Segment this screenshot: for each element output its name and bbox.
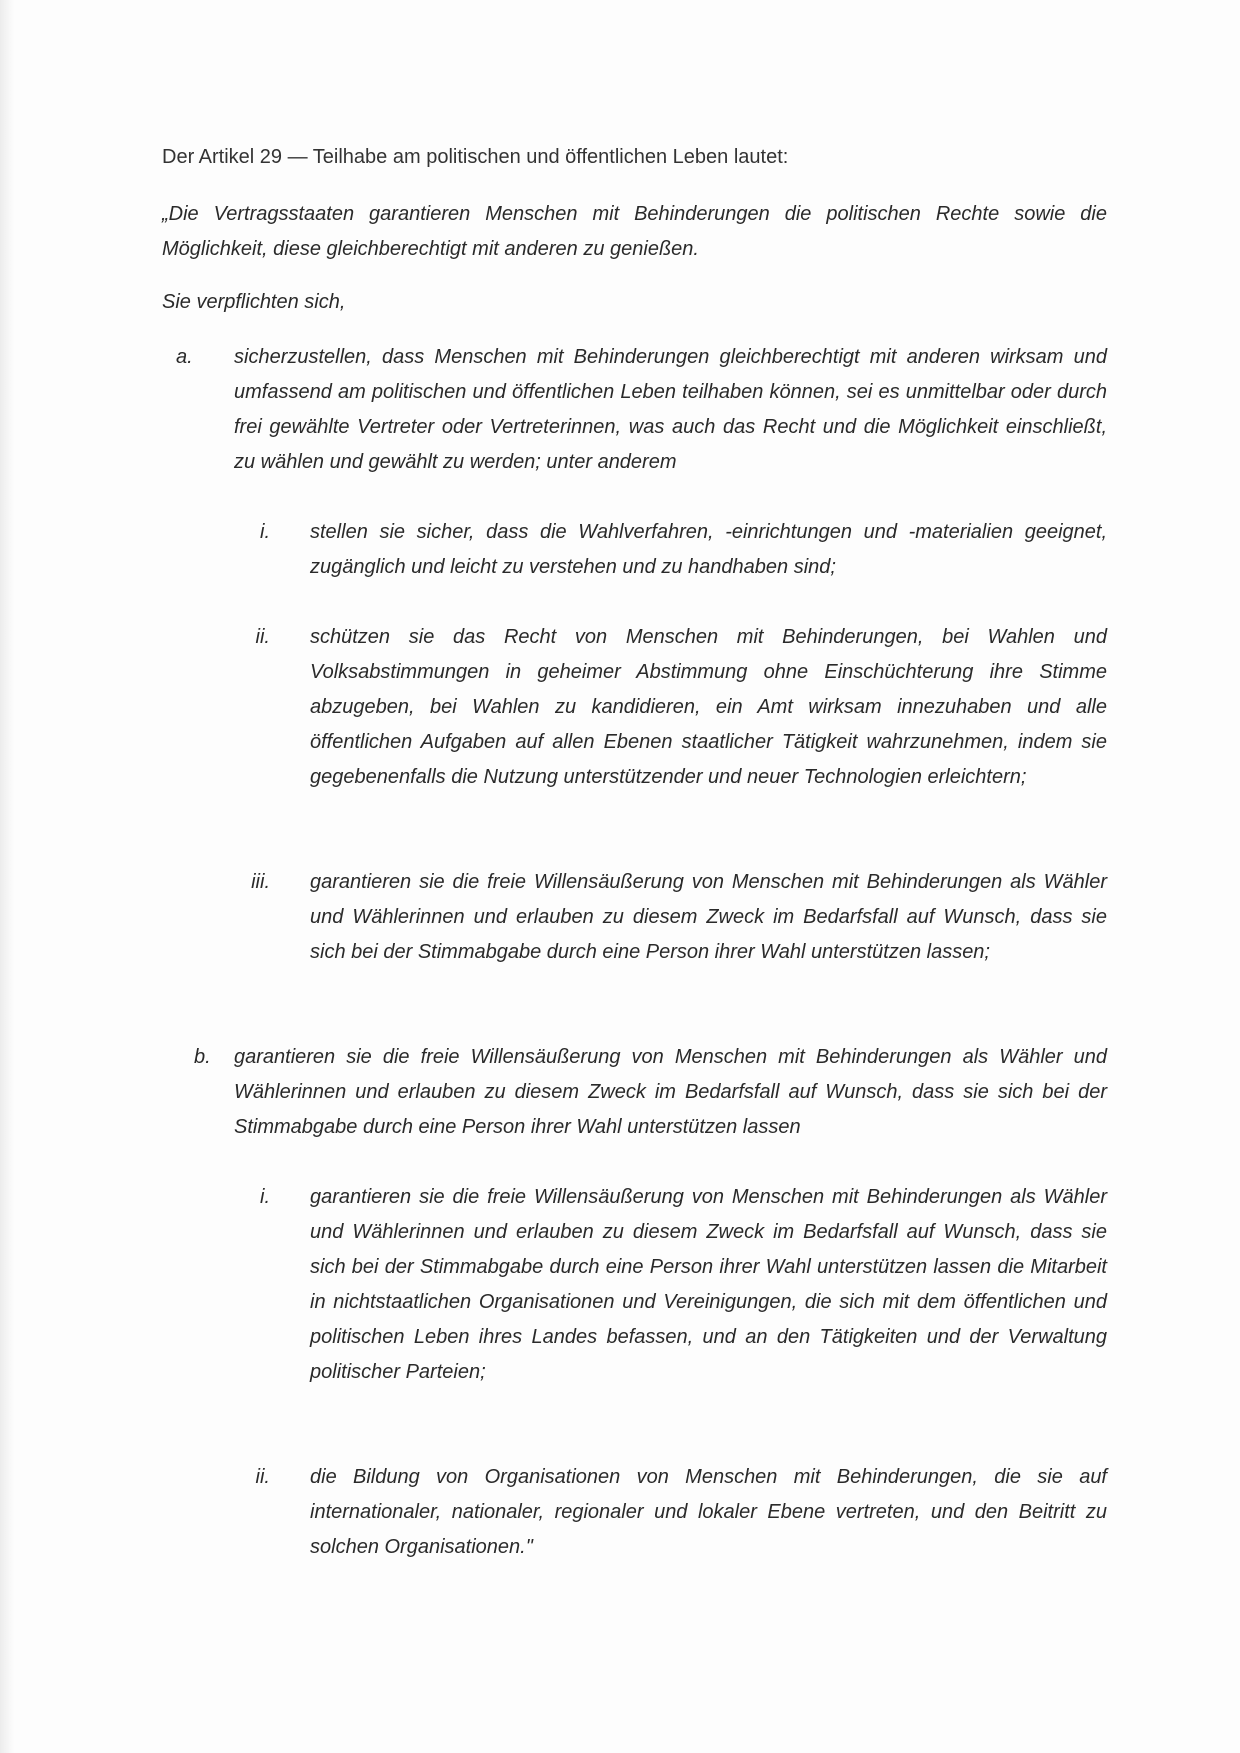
item-a-ii-text: schützen sie das Recht von Menschen mit Behinderungen, bei Wahlen und Volksabstimmungen in geheimer Abstimmung ohne Einschüchterung ihre Stimme abzugeben, bei Wahlen zu kandidieren, ein Amt wirksam innezuhaben und alle öffentlichen Aufgaben auf allen Ebenen staatlicher Tätigkeit wahrzunehmen, indem sie gegebenenfalls die Nutzung unterstützender und neuer Technologien erleichtern; (310, 626, 1107, 788)
item-b-i-text: garantieren sie die freie Willensäußerung von Menschen mit Behinderungen als Wähler und Wählerinnen und erlauben zu diesem Zweck im Bedarfsfall auf Wunsch, dass sie sich bei der Stimmabgabe durch eine Person ihrer Wahl unterstützen lassen die Mitarbeit in nichtstaatlichen Organisationen und Vereinigungen, die sich mit dem öffentlichen und politischen Leben ihres Landes befassen, und an den Tätigkeiten und der Verwaltung politischer Parteien; (310, 1186, 1107, 1383)
item-b-i-marker: i. (260, 1186, 270, 1208)
item-a-i-marker: i. (260, 521, 270, 543)
intro-obligation: Sie verpflichten sich, (162, 291, 346, 313)
intro-paragraph: „Die Vertragsstaaten garantieren Menschen mit Behinderungen die politischen Rechte sowie die Möglichkeit, diese gleichberechtigt mit anderen zu genießen. (162, 203, 1107, 260)
scan-edge-shadow (0, 0, 14, 1753)
item-a-iii-marker: iii. (251, 871, 270, 893)
item-a-i-text: stellen sie sicher, dass die Wahlverfahren, -einrichtungen und -materialien geeignet, zugänglich und leicht zu verstehen und zu handhaben sind; (310, 521, 1107, 578)
item-a-iii-text: garantieren sie die freie Willensäußerung von Menschen mit Behinderungen als Wähler und Wählerinnen und erlauben zu diesem Zweck im Bedarfsfall auf Wunsch, dass sie sich bei der Stimmabgabe durch eine Person ihrer Wahl unterstützen lassen; (310, 871, 1107, 963)
item-a-text: sicherzustellen, dass Menschen mit Behinderungen gleichberechtigt mit anderen wirksam und umfassend am politischen und öffentlichen Leben teilhaben können, sei es unmittelbar oder durch frei gewählte Vertreter oder Vertreterinnen, was auch das Recht und die Möglichkeit einschließt, zu wählen und gewählt zu werden; unter anderem (234, 346, 1107, 473)
item-b-marker: b. (194, 1046, 211, 1068)
article-heading: Der Artikel 29 — Teilhabe am politischen und öffentlichen Leben lautet: (162, 146, 789, 168)
item-b-text: garantieren sie die freie Willensäußerung von Menschen mit Behinderungen als Wähler und Wählerinnen und erlauben zu diesem Zweck im Bedarfsfall auf Wunsch, dass sie sich bei der Stimmabgabe durch eine Person ihrer Wahl unterstützen lassen (234, 1046, 1107, 1138)
item-b-ii-marker: ii. (255, 1466, 270, 1488)
item-b-ii-text: die Bildung von Organisationen von Menschen mit Behinderungen, die sie auf internationaler, nationaler, regionaler und lokaler Ebene vertreten, und den Beitritt zu solchen Organisationen." (310, 1466, 1107, 1558)
item-a-marker: a. (176, 346, 193, 368)
item-a-ii-marker: ii. (255, 626, 270, 648)
